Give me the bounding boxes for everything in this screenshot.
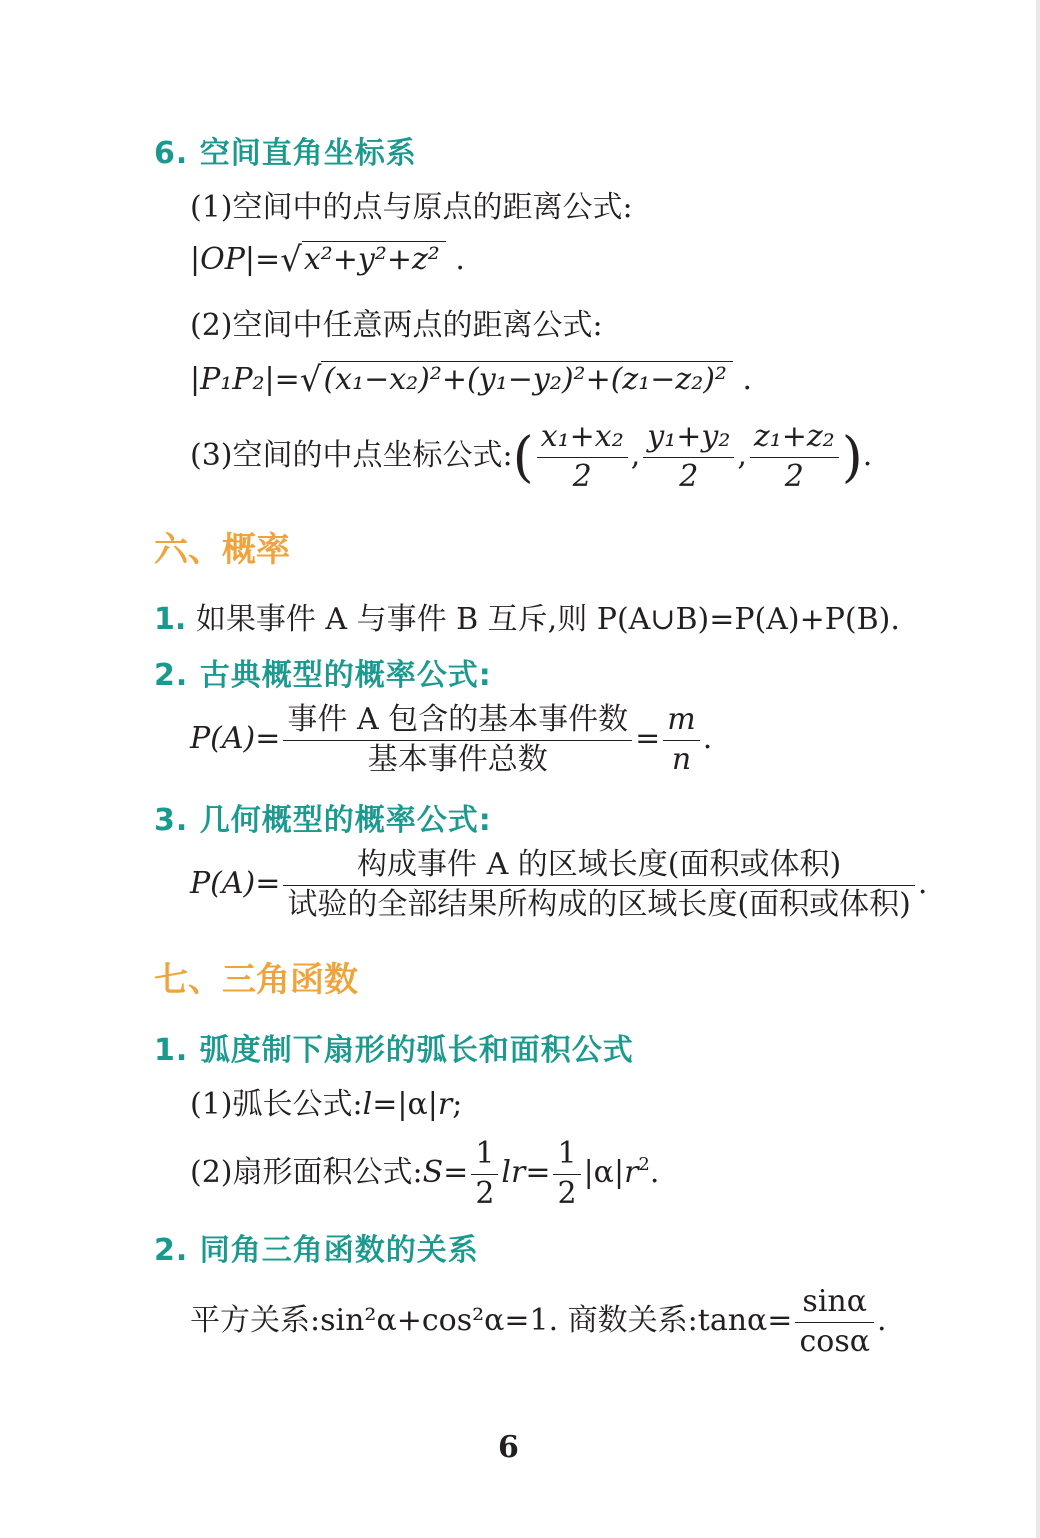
item-number: 1. [154, 602, 187, 637]
classic-probability-heading: 2. 古典概型的概率公式: [154, 658, 492, 693]
op-lhs: |OP|= [190, 242, 281, 277]
m-over-n: $\frac{m}{n}$ [663, 703, 699, 777]
tan-fraction: $\frac{\sin\alpha}{\cos\alpha}$ [795, 1285, 874, 1359]
frac-y: $\frac{\text{y₁+y₂}}{2}$ [643, 420, 734, 494]
half-frac-1: $\frac{1}{2}$ [471, 1137, 498, 1211]
trig-relations: 平方关系:sin²α+cos²α=1. 商数关系:tanα= $\frac{\sin\alpha}{\cos\alpha}$ . [190, 1284, 887, 1359]
p1p2-radicand: (x₁−x₂)²+(y₁−y₂)²+(z₁−z₂)² [321, 361, 733, 398]
chapter-heading-trigonometry: 七、三角函数 [154, 960, 358, 1000]
arc-label: (1)弧长公式: [190, 1087, 363, 1122]
op-radicand: x²+y²+z² [302, 241, 446, 278]
sqrt-op: √x²+y²+z² [280, 240, 446, 280]
distance-two-points-label: (2)空间中任意两点的距离公式: [190, 308, 603, 343]
midpoint-formula: (3)空间的中点坐标公式:( $\frac{\text{x₁+x₂}}{2}$ , $\frac{\text{y₁+y₂}}{2}$ , $\frac{\text{z₁+z₂}}{2}$ ). [190, 419, 873, 494]
distance-origin-label: (1)空间中的点与原点的距离公式: [190, 190, 633, 225]
section-heading-spatial-coordinates: 6. 空间直角坐标系 [154, 136, 417, 171]
frac-z: $\frac{\text{z₁+z₂}}{2}$ [750, 420, 839, 494]
geometric-fraction: $\frac{\text{构成事件 A 的区域长度(面积或体积)}}{\text{试验的全部结果所构成的区域长度(面积或体积)}}$ [283, 848, 914, 922]
frac-x: $\frac{\text{x₁+x₂}}{2}$ [537, 420, 628, 494]
classic-fraction: $\frac{\text{事件 A 包含的基本事件数}}{\text{基本事件总数}}$ [283, 703, 632, 777]
formula-p1p2: |P₁P₂|=√(x₁−x₂)²+(y₁−y₂)²+(z₁−z₂)² . [190, 360, 753, 400]
mutually-exclusive-text: 如果事件 A 与事件 B 互斥,则 P(A∪B)=P(A)+P(B). [195, 602, 900, 637]
arc-length-formula: (1)弧长公式:l=|α|r; [190, 1087, 463, 1122]
geometric-probability-formula: P(A)= $\frac{\text{构成事件 A 的区域长度(面积或体积)}}{\text{试验的全部结果所构成的区域长度(面积或体积)}}$ . [190, 847, 928, 922]
trig-relations-text: 平方关系:sin²α+cos²α=1. 商数关系:tanα= [190, 1303, 793, 1338]
midpoint-label: (3)空间的中点坐标公式: [190, 438, 513, 473]
same-angle-heading: 2. 同角三角函数的关系 [154, 1233, 479, 1268]
formula-op: |OP|=√x²+y²+z² . [190, 240, 465, 280]
sector-area-formula: (2)扇形面积公式:S= $\frac{1}{2}$ lr= $\frac{1}{2}$ $|\alpha|r^2$. [190, 1136, 660, 1211]
sqrt-p1p2: √(x₁−x₂)²+(y₁−y₂)²+(z₁−z₂)² [300, 360, 733, 400]
sector-formula-heading: 1. 弧度制下扇形的弧长和面积公式 [154, 1033, 634, 1068]
half-frac-2: $\frac{1}{2}$ [553, 1137, 580, 1211]
geometric-probability-heading: 3. 几何概型的概率公式: [154, 803, 492, 838]
classic-probability-formula: P(A)= $\frac{\text{事件 A 包含的基本事件数}}{\text{基本事件总数}}$ = $\frac{m}{n}$ . [190, 702, 713, 777]
mutually-exclusive-rule [154, 594, 900, 638]
p1p2-lhs: |P₁P₂|= [190, 362, 300, 397]
page-number: 6 [498, 1430, 519, 1465]
area-label: (2)扇形面积公式: [190, 1155, 423, 1190]
chapter-heading-probability: 六、概率 [154, 530, 290, 570]
